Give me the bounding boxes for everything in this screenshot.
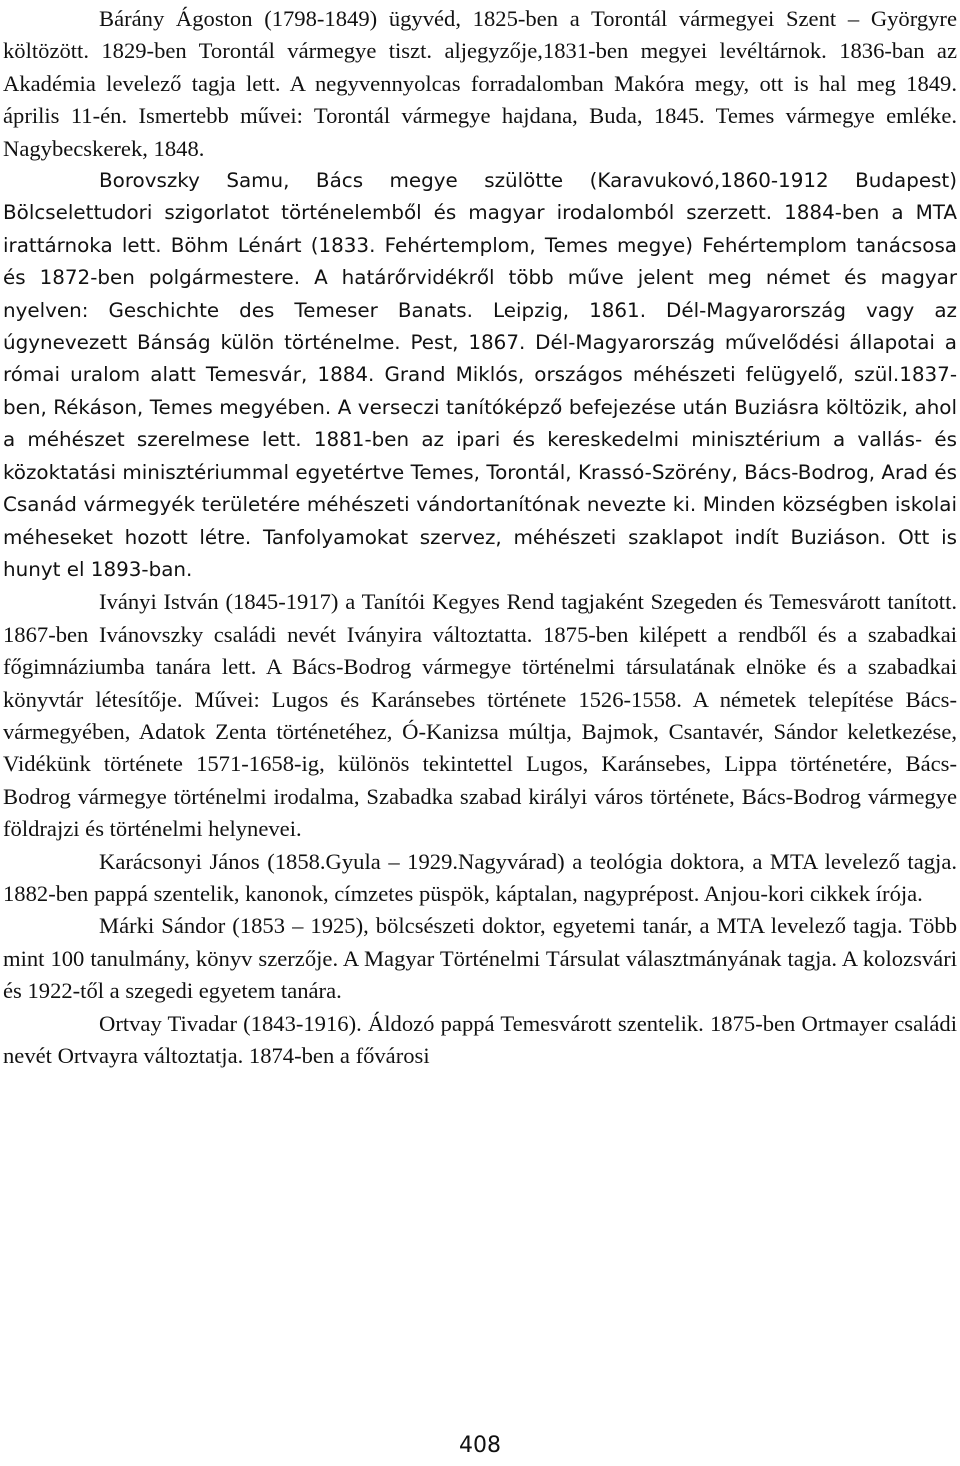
paragraph-ivanyi: Iványi István (1845-1917) a Tanítói Kegyes Rend tagjaként Szegeden és Temesvárott tanított. 1867-ben Ivánovszky családi nevét Iványira változtatta. 1875-ben kilépett a rendből és a szabadkai főgimnáziumba tanára lett. A Bács-Bodrog vármegye történelmi társulatának elnöke és a szabadkai könyvtár létesítője. Művei: Lugos és Karánsebes története 1526-1558. A németek telepítése Bács-vármegyében, Adatok Zenta történetéhez, Ó-Kanizsa múltja, Bajmok, Csantavér, Sándor keletkezése, Vidékünk története 1571-1658-ig, különös tekintettel Lugos, Karánsebes, Lippa történetére, Bács-Bodrog vármegye történelmi irodalma, Szabadka szabad királyi város története, Bács-Bodrog vármegye földrajzi és történelmi helynevei.	[3, 589, 957, 842]
paragraph-borovszky: Borovszky Samu, Bács megye szülötte (Karavukovó,1860-1912 Budapest) Bölcselettudori szigorlatot történelemből és magyar irodalomból szerzett. 1884-ben a MTA irattárnoka lett. Böhm Lénárt (1833. Fehértemplom, Temes megye) Fehértemplom tanácsosa és 1872-ben polgármestere. A határőrvidékről több műve jelent meg német és magyar nyelven: Geschichte des Temeser Banats. Leipzig, 1861. Dél-Magyarország vagy az úgynevezett Bánság külön történelme. Pest, 1867. Dél-Magyarország művelődési állapotai a római uralom alatt Temesvár, 1884. Grand Miklós, országos méhészeti felügyelő, szül.1837-ben, Rékáson, Temes megyében. A verseczi tanítóképző befejezése után Buziásra költözik, ahol a méhészet szerelmese lett. 1881-ben az ipari és kereskedelmi minisztérium a vallás- és közoktatási minisztériummal egyetértve Temes, Torontál, Krassó-Szörény, Bács-Bodrog, Arad és Csanád vármegyék területére méhészeti vándortanítónak nevezte ki. Minden községben iskolai méheseket hozott létre. Tanfolyamokat szervez, méhészeti szaklapot indít Buziáson. Ott is hunyt el 1893-ban.	[3, 169, 957, 581]
paragraph-karacsonyi: Karácsonyi János (1858.Gyula – 1929.Nagyvárad) a teológia doktora, a MTA levelező tagja. 1882-ben pappá szentelik, kanonok, címzetes püspök, káptalan, nagyprépost. Anjou-kori cikkek írója.	[3, 848, 957, 906]
paragraph-barany: Bárány Ágoston (1798-1849) ügyvéd, 1825-ben a Torontál vármegyei Szent – Györgyre költözött. 1829-ben Torontál vármegye tiszt. aljegyzője,1831-ben megyei levéltárnok. 1836-ban az Akadémia levelező tagja lett. A negyvennyolcas forradalomban Makóra megy, ott is hal meg 1849. április 11-én. Ismertebb művei: Torontál vármegye hajdana, Buda, 1845. Temes vármegye emléke. Nagybecskerek, 1848.	[3, 6, 957, 161]
body-text	[3, 3, 957, 1072]
page-number: 408	[459, 1433, 501, 1458]
paragraph-marki: Márki Sándor (1853 – 1925), bölcsészeti doktor, egyetemi tanár, a MTA levelező tagja. Több mint 100 tanulmány, könyv szerzője. A Magyar Történelmi Társulat választmányának tagja. A kolozsvári és 1922-től a szegedi egyetem tanára.	[3, 913, 957, 1004]
paragraph-ortvay: Ortvay Tivadar (1843-1916). Áldozó pappá Temesvárott szentelik. 1875-ben Ortmayer családi nevét Ortvayra változtatja. 1874-ben a fővárosi	[3, 1010, 957, 1068]
